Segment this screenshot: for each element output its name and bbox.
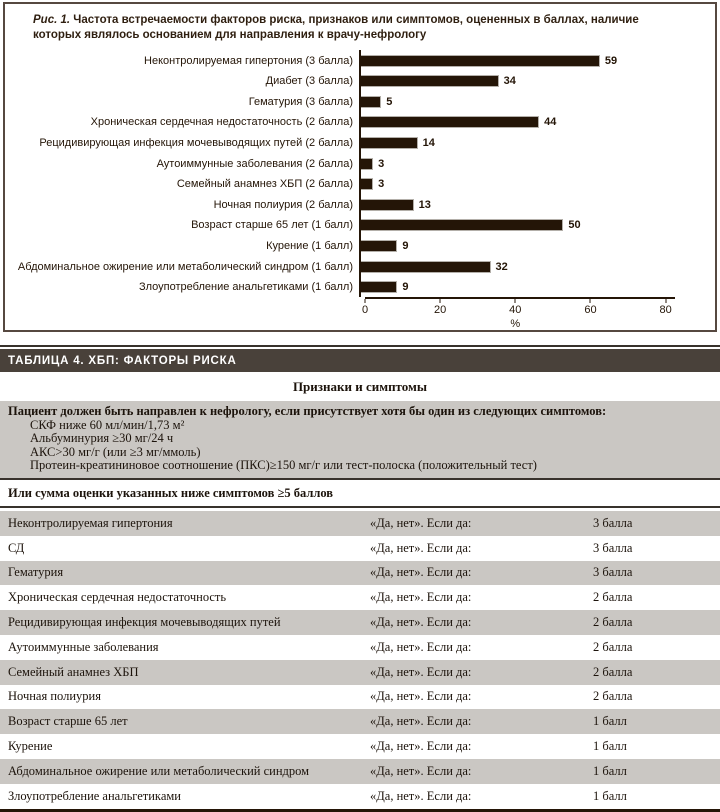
cell-condition: «Да, нет». Если да: bbox=[370, 515, 472, 530]
bar-value: 59 bbox=[604, 54, 618, 67]
bar-chart-rows bbox=[11, 50, 695, 297]
x-tick-label: 20 bbox=[434, 304, 447, 317]
table-row bbox=[0, 759, 720, 784]
cell-score: 1 балл bbox=[593, 739, 627, 754]
bar bbox=[361, 96, 381, 108]
bar-value: 3 bbox=[378, 178, 385, 191]
x-tick-label: 40 bbox=[509, 304, 522, 317]
cell-condition: «Да, нет». Если да: bbox=[370, 739, 472, 754]
bar bbox=[361, 281, 397, 293]
criteria-item: АКС>30 мг/г (или ≥3 мг/ммоль) bbox=[30, 444, 201, 459]
bar-label: Возраст старше 65 лет (1 балл) bbox=[191, 219, 353, 232]
cell-score: 2 балла bbox=[593, 590, 633, 605]
cell-score: 2 балла bbox=[593, 615, 633, 630]
bar-label: Рецидивирующая инфекция мочевыводящих путей (2 балла) bbox=[39, 137, 353, 150]
cell-factor: СД bbox=[8, 540, 25, 555]
cell-factor: Хроническая сердечная недостаточность bbox=[8, 590, 227, 605]
table-bottom-rule bbox=[0, 809, 720, 812]
x-tick-label: 0 bbox=[361, 304, 369, 317]
cell-factor: Курение bbox=[8, 739, 53, 754]
table-row bbox=[0, 585, 720, 610]
cell-factor: Семейный анамнез ХБП bbox=[8, 664, 139, 679]
bar-row bbox=[11, 71, 695, 92]
cell-factor: Гематурия bbox=[8, 565, 64, 580]
x-tick-mark bbox=[590, 299, 591, 303]
bar-label: Аутоиммунные заболевания (2 балла) bbox=[156, 157, 353, 170]
cell-factor: Ночная полиурия bbox=[8, 689, 101, 704]
bar-track bbox=[359, 195, 695, 216]
cell-score: 3 балла bbox=[593, 565, 633, 580]
cell-score: 1 балл bbox=[593, 763, 627, 778]
table-row bbox=[0, 660, 720, 685]
bar bbox=[361, 137, 418, 149]
criteria-header: Пациент должен быть направлен к нефрологу, если присутствует хотя бы один из следующих симптомов: bbox=[8, 404, 607, 418]
bar-row bbox=[11, 174, 695, 195]
bar-track bbox=[359, 277, 695, 298]
figure-number: Рис. 1. bbox=[33, 14, 71, 26]
cell-factor: Аутоиммунные заболевания bbox=[8, 639, 159, 654]
cell-score: 1 балл bbox=[593, 788, 627, 803]
cell-score: 1 балл bbox=[593, 714, 627, 729]
cell-factor: Абдоминальное ожирение или метаболический синдром bbox=[8, 763, 310, 778]
cell-score: 2 балла bbox=[593, 639, 633, 654]
bar-row bbox=[11, 256, 695, 277]
table-row bbox=[0, 784, 720, 809]
bar bbox=[361, 240, 397, 252]
cell-condition: «Да, нет». Если да: bbox=[370, 639, 472, 654]
table-row bbox=[0, 734, 720, 759]
bar bbox=[361, 158, 373, 170]
bar-label: Абдоминальное ожирение или метаболический синдром (1 балл) bbox=[17, 260, 353, 273]
bar bbox=[361, 178, 373, 190]
bar bbox=[361, 219, 563, 231]
bar-label: Гематурия (3 балла) bbox=[248, 95, 353, 108]
bar-label: Ночная полиурия (2 балла) bbox=[213, 198, 353, 211]
bar-track bbox=[359, 215, 695, 236]
bar-row bbox=[11, 50, 695, 71]
cell-factor: Неконтролируемая гипертония bbox=[8, 515, 173, 530]
bar-row bbox=[11, 153, 695, 174]
bar-track bbox=[359, 71, 695, 92]
bar-label: Курение (1 балл) bbox=[266, 239, 353, 252]
risk-table-rows bbox=[0, 511, 720, 809]
bar-label: Хроническая сердечная недостаточность (2 балла) bbox=[90, 116, 353, 129]
cell-condition: «Да, нет». Если да: bbox=[370, 615, 472, 630]
table-row bbox=[0, 709, 720, 734]
bar-track bbox=[359, 153, 695, 174]
cell-score: 2 балла bbox=[593, 664, 633, 679]
cell-condition: «Да, нет». Если да: bbox=[370, 689, 472, 704]
cell-condition: «Да, нет». Если да: bbox=[370, 763, 472, 778]
x-axis-unit-label: % bbox=[510, 318, 521, 331]
criteria-items bbox=[8, 419, 712, 473]
cell-score: 3 балла bbox=[593, 540, 633, 555]
x-tick-mark bbox=[515, 299, 516, 303]
bar-value: 34 bbox=[503, 75, 516, 88]
cell-condition: «Да, нет». Если да: bbox=[370, 788, 472, 803]
cell-condition: «Да, нет». Если да: bbox=[370, 714, 472, 729]
bar-row bbox=[11, 92, 695, 113]
criteria-item: Альбуминурия ≥30 мг/24 ч bbox=[30, 431, 174, 446]
bar-track bbox=[359, 112, 695, 133]
table-row bbox=[0, 685, 720, 710]
cell-factor: Злоупотребление анальгетиками bbox=[8, 788, 181, 803]
bar-track bbox=[359, 256, 695, 277]
cell-factor: Возраст старше 65 лет bbox=[8, 714, 128, 729]
bar-row bbox=[11, 195, 695, 216]
bar-row bbox=[11, 277, 695, 298]
cell-condition: «Да, нет». Если да: bbox=[370, 565, 472, 580]
bar-row bbox=[11, 215, 695, 236]
criteria-item: Протеин-креатининовое соотношение (ПКС)≥150 мг/г или тест-полоска (положительный тест) bbox=[30, 458, 537, 473]
figure-caption bbox=[33, 13, 689, 43]
bar-chart bbox=[5, 50, 715, 339]
cell-score: 2 балла bbox=[593, 689, 633, 704]
table-row bbox=[0, 635, 720, 660]
x-tick-label: 80 bbox=[659, 304, 672, 317]
x-axis bbox=[361, 297, 675, 339]
bar-value: 5 bbox=[386, 95, 393, 108]
table-row bbox=[0, 610, 720, 635]
table-subtitle: Признаки и симптомы bbox=[292, 379, 428, 394]
bar-track bbox=[359, 92, 695, 113]
bar bbox=[361, 55, 600, 67]
cell-condition: «Да, нет». Если да: bbox=[370, 664, 472, 679]
table-row bbox=[0, 561, 720, 586]
criteria-item: СКФ ниже 60 мл/мин/1,73 м² bbox=[30, 417, 185, 432]
sum-note: Или сумма оценки указанных ниже симптомов ≥5 баллов bbox=[0, 480, 720, 508]
bar bbox=[361, 199, 414, 211]
bar-value: 13 bbox=[418, 198, 431, 211]
x-tick-mark bbox=[665, 299, 666, 303]
cell-condition: «Да, нет». Если да: bbox=[370, 540, 472, 555]
x-tick-mark bbox=[440, 299, 441, 303]
bar-label: Семейный анамнез ХБП (2 балла) bbox=[176, 178, 353, 191]
bar-value: 50 bbox=[568, 219, 581, 232]
cell-score: 3 балла bbox=[593, 515, 633, 530]
bar-value: 9 bbox=[402, 239, 409, 252]
criteria-block bbox=[0, 401, 720, 480]
bar-row bbox=[11, 236, 695, 257]
bar bbox=[361, 116, 539, 128]
x-tick-mark bbox=[365, 299, 366, 303]
bar-track bbox=[359, 236, 695, 257]
table-top-rule bbox=[0, 345, 720, 347]
bar-value: 3 bbox=[378, 157, 385, 170]
bar-label: Неконтролируемая гипертония (3 балла) bbox=[144, 54, 353, 67]
cell-condition: «Да, нет». Если да: bbox=[370, 590, 472, 605]
bar-value: 9 bbox=[402, 281, 409, 294]
risk-table bbox=[0, 345, 720, 812]
bar-track bbox=[359, 133, 695, 154]
table-row bbox=[0, 536, 720, 561]
bar-value: 44 bbox=[544, 116, 557, 129]
bar bbox=[361, 75, 499, 87]
figure-box bbox=[3, 2, 717, 332]
bar-track bbox=[359, 174, 695, 195]
bar-label: Злоупотребление анальгетиками (1 балл) bbox=[138, 281, 353, 294]
x-tick-label: 60 bbox=[584, 304, 597, 317]
bar-value: 32 bbox=[495, 260, 508, 273]
bar bbox=[361, 261, 491, 273]
bar-label: Диабет (3 балла) bbox=[265, 75, 353, 88]
table-row bbox=[0, 511, 720, 536]
cell-factor: Рецидивирующая инфекция мочевыводящих путей bbox=[8, 615, 281, 630]
table-title-band: ТАБЛИЦА 4. ХБП: ФАКТОРЫ РИСКА bbox=[0, 349, 720, 372]
bar-track bbox=[359, 50, 695, 71]
bar-row bbox=[11, 112, 695, 133]
figure-caption-text: Частота встречаемости факторов риска, признаков или симптомов, оцененных в баллах, наличие которых являлось основанием для направления к врачу-нефрологу bbox=[33, 14, 639, 42]
bar-value: 14 bbox=[422, 137, 435, 150]
bar-row bbox=[11, 133, 695, 154]
